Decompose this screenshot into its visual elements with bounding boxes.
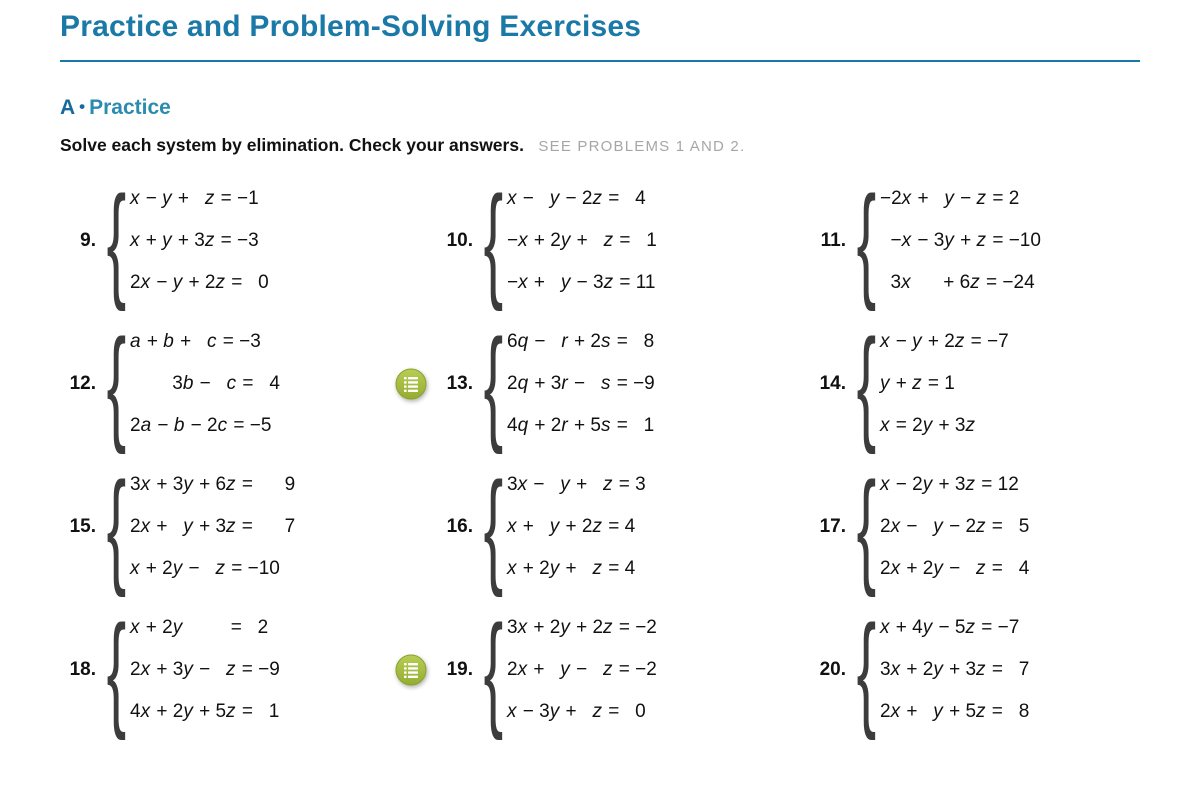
equation-line: 3 x + 2 y + 2 z = −2 xyxy=(507,617,657,638)
list-icon[interactable] xyxy=(395,368,427,400)
section-heading xyxy=(60,96,1140,120)
equation-line: x + 2 y − z = −10 xyxy=(130,558,280,579)
problem-16 xyxy=(395,456,810,598)
equation-line: 6 q − r + 2 s = 8 xyxy=(507,331,655,352)
equation-system xyxy=(507,464,646,590)
problem-10 xyxy=(395,170,810,312)
equation-line: x = 2 y + 3 z xyxy=(880,415,975,436)
system-brace xyxy=(104,313,128,455)
equation-line: 2 q + 3 r − s = −9 xyxy=(507,373,655,394)
equation-line: 3 x − y + z = 3 xyxy=(507,474,646,495)
problem-15 xyxy=(60,456,395,598)
equation-line: x − y − 2 z = 4 xyxy=(507,188,646,209)
equation-line: 4 x + 2 y + 5 z = 1 xyxy=(130,701,280,722)
problem-19 xyxy=(395,599,810,741)
system-brace xyxy=(854,170,878,312)
equation-line: 4 q + 2 r + 5 s = 1 xyxy=(507,415,655,436)
equation-line: 2 x + y + 5 z = 8 xyxy=(880,701,1030,722)
equation-line: a + b + c = −3 xyxy=(130,331,261,352)
problem-number: 11. xyxy=(820,230,846,251)
problem-14 xyxy=(810,313,1140,455)
equation-line: y + z = 1 xyxy=(880,373,955,394)
equation-line: 3 b − c = 4 xyxy=(130,373,280,394)
brace-glyph: { xyxy=(856,599,876,741)
problem-number: 10. xyxy=(446,230,473,251)
equation-line: x − 3 y + z = 0 xyxy=(507,701,646,722)
brace-glyph: { xyxy=(106,170,126,312)
equation-line: − x − 3 y + z = −10 xyxy=(880,230,1041,251)
equation-line: − x + y − 3 z = 11 xyxy=(507,272,656,293)
equation-line: 2 x + y + 3 z = 7 xyxy=(130,516,296,537)
equation-line: 2 a − b − 2 c = −5 xyxy=(130,415,272,436)
see-problems-note: SEE PROBLEMS 1 AND 2. xyxy=(538,137,746,155)
system-brace xyxy=(854,313,878,455)
problem-9 xyxy=(60,170,395,312)
equation-line: x + 4 y − 5 z = −7 xyxy=(880,617,1020,638)
equation-line: x + 2 y = 2 xyxy=(130,617,269,638)
equation-line: x + y + 2 z = 4 xyxy=(507,516,636,537)
problem-number: 17. xyxy=(819,516,846,537)
problem-17 xyxy=(810,456,1140,598)
equation-line: x − y + z = −1 xyxy=(130,188,259,209)
brace-glyph: { xyxy=(483,456,503,598)
page-title: Practice and Problem-Solving Exercises xyxy=(60,10,642,43)
problem-20 xyxy=(810,599,1140,741)
equation-line: −2 x + y − z = 2 xyxy=(880,188,1020,209)
brace-glyph: { xyxy=(856,170,876,312)
system-brace xyxy=(481,170,505,312)
system-brace xyxy=(481,313,505,455)
problem-12 xyxy=(60,313,395,455)
list-icon[interactable] xyxy=(395,654,427,686)
equation-line: 2 x − y − 2 z = 5 xyxy=(880,516,1030,537)
equation-system xyxy=(507,321,655,447)
equation-system xyxy=(130,464,295,590)
problem-number: 12. xyxy=(69,373,96,394)
equation-line: 3 x + 6 z = −24 xyxy=(880,272,1035,293)
brace-glyph: { xyxy=(856,456,876,598)
system-brace xyxy=(481,599,505,741)
brace-glyph: { xyxy=(106,599,126,741)
system-brace xyxy=(104,456,128,598)
problem-number: 9. xyxy=(80,230,96,251)
problem-number: 14. xyxy=(819,373,846,394)
system-brace xyxy=(104,599,128,741)
equation-system xyxy=(507,178,657,304)
equation-line: 3 x + 3 y + 6 z = 9 xyxy=(130,474,296,495)
brace-glyph: { xyxy=(483,599,503,741)
brace-glyph: { xyxy=(106,456,126,598)
problem-number: 19. xyxy=(446,659,473,680)
equation-system xyxy=(130,321,280,447)
problem-13 xyxy=(395,313,810,455)
equation-line: 2 x − y + 2 z = 0 xyxy=(130,272,269,293)
system-brace xyxy=(481,456,505,598)
equation-line: − x + 2 y + z = 1 xyxy=(507,230,657,251)
equation-line: 2 x + 3 y − z = −9 xyxy=(130,659,280,680)
section-bullet: • xyxy=(79,96,86,116)
equation-system xyxy=(507,607,657,733)
equation-line: x + y + 3 z = −3 xyxy=(130,230,259,251)
equation-system xyxy=(880,464,1029,590)
equation-system xyxy=(880,607,1029,733)
brace-glyph: { xyxy=(856,313,876,455)
problem-number: 18. xyxy=(69,659,96,680)
icon-spacer xyxy=(395,225,427,257)
problem-11 xyxy=(810,170,1140,312)
system-brace xyxy=(854,599,878,741)
problem-18 xyxy=(60,599,395,741)
system-brace xyxy=(104,170,128,312)
brace-glyph: { xyxy=(106,313,126,455)
brace-glyph: { xyxy=(483,170,503,312)
equation-system xyxy=(880,178,1041,304)
problems-grid xyxy=(60,170,1140,742)
section-label: Practice xyxy=(89,95,171,119)
section-letter: A xyxy=(60,95,76,119)
problem-number: 20. xyxy=(819,659,846,680)
instruction-row xyxy=(60,135,1140,156)
equation-line: 3 x + 2 y + 3 z = 7 xyxy=(880,659,1030,680)
equation-system xyxy=(130,178,269,304)
instruction-text: Solve each system by elimination. Check your answers. xyxy=(60,134,524,155)
equation-system xyxy=(880,321,1009,447)
title-divider xyxy=(60,60,1140,62)
equation-system xyxy=(130,607,280,733)
equation-line: x − 2 y + 3 z = 12 xyxy=(880,474,1019,495)
problem-number: 13. xyxy=(446,373,473,394)
equation-line: 2 x + 2 y − z = 4 xyxy=(880,558,1030,579)
equation-line: x − y + 2 z = −7 xyxy=(880,331,1009,352)
equation-line: 2 x + y − z = −2 xyxy=(507,659,657,680)
equation-line: x + 2 y + z = 4 xyxy=(507,558,636,579)
system-brace xyxy=(854,456,878,598)
brace-glyph: { xyxy=(483,313,503,455)
icon-spacer xyxy=(395,511,427,543)
problem-number: 16. xyxy=(446,516,473,537)
problem-number: 15. xyxy=(69,516,96,537)
